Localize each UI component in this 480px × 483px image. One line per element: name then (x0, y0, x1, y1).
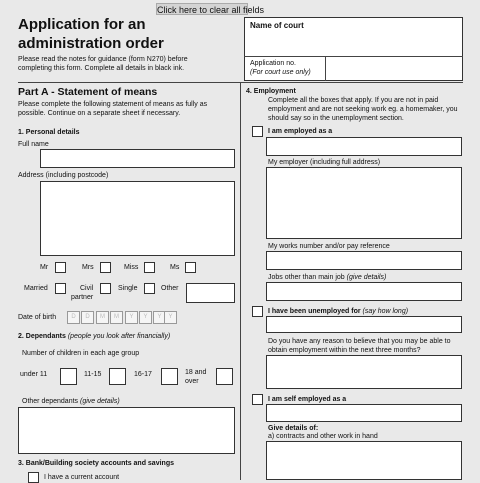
unemployed-note: (say how long) (362, 308, 409, 315)
other-status-input[interactable] (186, 283, 235, 303)
single-label: Single (118, 285, 138, 292)
civil-partner-label-line2: partner (71, 294, 94, 301)
application-no-field[interactable] (327, 58, 461, 79)
form-title-line1: Application for an (18, 16, 146, 33)
dob-month-digit1[interactable]: M (96, 311, 109, 324)
age-11-15-label: 11-15 (84, 371, 102, 378)
clear-all-fields-button[interactable]: Click here to clear all fields (157, 5, 265, 15)
application-no-note: (For court use only) (250, 69, 311, 76)
title-mr-checkbox[interactable] (55, 262, 66, 273)
other-jobs-text: Jobs other than main job (268, 274, 345, 281)
title-miss-label: Miss (124, 264, 139, 271)
works-number-label: My works number and/or pay reference (268, 243, 390, 250)
age-11-15-input[interactable] (109, 368, 126, 385)
employment-intro-line1: Complete all the boxes that apply. If you are not in paid (268, 97, 439, 104)
form-title-line2: administration order (18, 35, 164, 52)
part-a-heading: Part A - Statement of means (18, 86, 158, 98)
part-a-intro-line2: possible. Continue on a separate sheet if necessary. (18, 110, 181, 117)
title-mr-label: Mr (40, 264, 49, 271)
title-ms-checkbox[interactable] (185, 262, 196, 273)
current-account-checkbox[interactable] (28, 472, 39, 483)
dob-day-digit2[interactable]: D (81, 311, 94, 324)
self-employed-input[interactable] (266, 404, 462, 422)
other-dependants-text: Other dependants (22, 398, 79, 405)
employment-heading: 4. Employment (246, 88, 296, 95)
age-18-over-label-line1: 18 and (185, 369, 207, 376)
intro-text-line1: Please read the notes for guidance (form N270) before (18, 56, 188, 63)
other-jobs-input[interactable] (266, 282, 462, 301)
contracts-label: a) contracts and other work in hand (268, 433, 378, 440)
employment-intro-line2: employment and are not seeking work eg. a homemaker, you (268, 106, 458, 113)
civil-partner-checkbox[interactable] (100, 283, 111, 294)
age-18-over-input[interactable] (216, 368, 233, 385)
address-label: Address (including postcode) (18, 172, 109, 179)
employer-input[interactable] (266, 167, 462, 239)
unemployed-text: I have been unemployed for (268, 308, 361, 315)
court-name-label: Name of court (250, 21, 304, 30)
dependants-heading-title: 2. Dependants (18, 333, 66, 340)
dob-year-digit3[interactable]: Y (153, 311, 166, 324)
unemployed-checkbox[interactable] (252, 306, 263, 317)
other-dependants-note: (give details) (80, 398, 120, 405)
married-checkbox[interactable] (55, 283, 66, 294)
dob-day-digit1[interactable]: D (67, 311, 80, 324)
give-details-label: Give details of: (268, 425, 319, 432)
age-18-over-label-line2: over (185, 378, 199, 385)
address-input[interactable] (40, 181, 235, 256)
age-16-17-input[interactable] (161, 368, 178, 385)
employer-label: My employer (including full address) (268, 159, 381, 166)
title-miss-checkbox[interactable] (144, 262, 155, 273)
other-dependants-input[interactable] (18, 407, 235, 454)
court-name-field[interactable] (247, 30, 460, 55)
dob-year-digit4[interactable]: Y (164, 311, 177, 324)
employment-prospects-line1: Do you have any reason to believe that you may be able to (268, 338, 451, 345)
personal-details-heading: 1. Personal details (18, 129, 80, 136)
other-jobs-note: (give details) (346, 274, 387, 281)
part-a-intro-line1: Please complete the following statement of means as fully as (18, 101, 208, 108)
works-number-input[interactable] (266, 251, 462, 270)
dob-year-digit1[interactable]: Y (125, 311, 138, 324)
dependants-heading (18, 333, 170, 342)
self-employed-label: I am self employed as a (268, 396, 347, 403)
dob-month-digit2[interactable]: M (110, 311, 123, 324)
employment-prospects-input[interactable] (266, 355, 462, 389)
bank-accounts-heading: 3. Bank/Building society accounts and savings (18, 460, 174, 467)
age-16-17-label: 16-17 (134, 371, 152, 378)
under-11-input[interactable] (60, 368, 77, 385)
full-name-input[interactable] (40, 149, 235, 168)
title-mrs-checkbox[interactable] (100, 262, 111, 273)
full-name-label: Full name (18, 141, 49, 148)
dob-label: Date of birth (18, 314, 57, 321)
title-ms-label: Ms (170, 264, 180, 271)
employment-prospects-line2: obtain employment within the next three months? (268, 347, 421, 354)
dependants-heading-note: (people you look after financially) (67, 333, 171, 340)
employed-as-input[interactable] (266, 137, 462, 156)
dob-year-digit2[interactable]: Y (139, 311, 152, 324)
employed-as-label: I am employed as a (268, 128, 333, 135)
under-11-label: under 11 (20, 371, 48, 378)
children-age-label: Number of children in each age group (22, 350, 140, 357)
contracts-input[interactable] (266, 441, 462, 480)
single-checkbox[interactable] (144, 283, 155, 294)
married-label: Married (24, 285, 48, 292)
employment-intro-line3: should say so in the unemployment section. (268, 115, 404, 122)
current-account-label: I have a current account (44, 474, 120, 481)
other-dependants-label (22, 398, 120, 407)
self-employed-checkbox[interactable] (252, 394, 263, 405)
unemployed-duration-input[interactable] (266, 316, 462, 333)
application-no-label: Application no. (250, 60, 296, 67)
intro-text-line2: completing this form. Complete all details in black ink. (18, 65, 185, 72)
employed-checkbox[interactable] (252, 126, 263, 137)
other-status-label: Other (161, 285, 179, 292)
civil-partner-label-line1: Civil (80, 285, 94, 292)
title-mrs-label: Mrs (82, 264, 94, 271)
